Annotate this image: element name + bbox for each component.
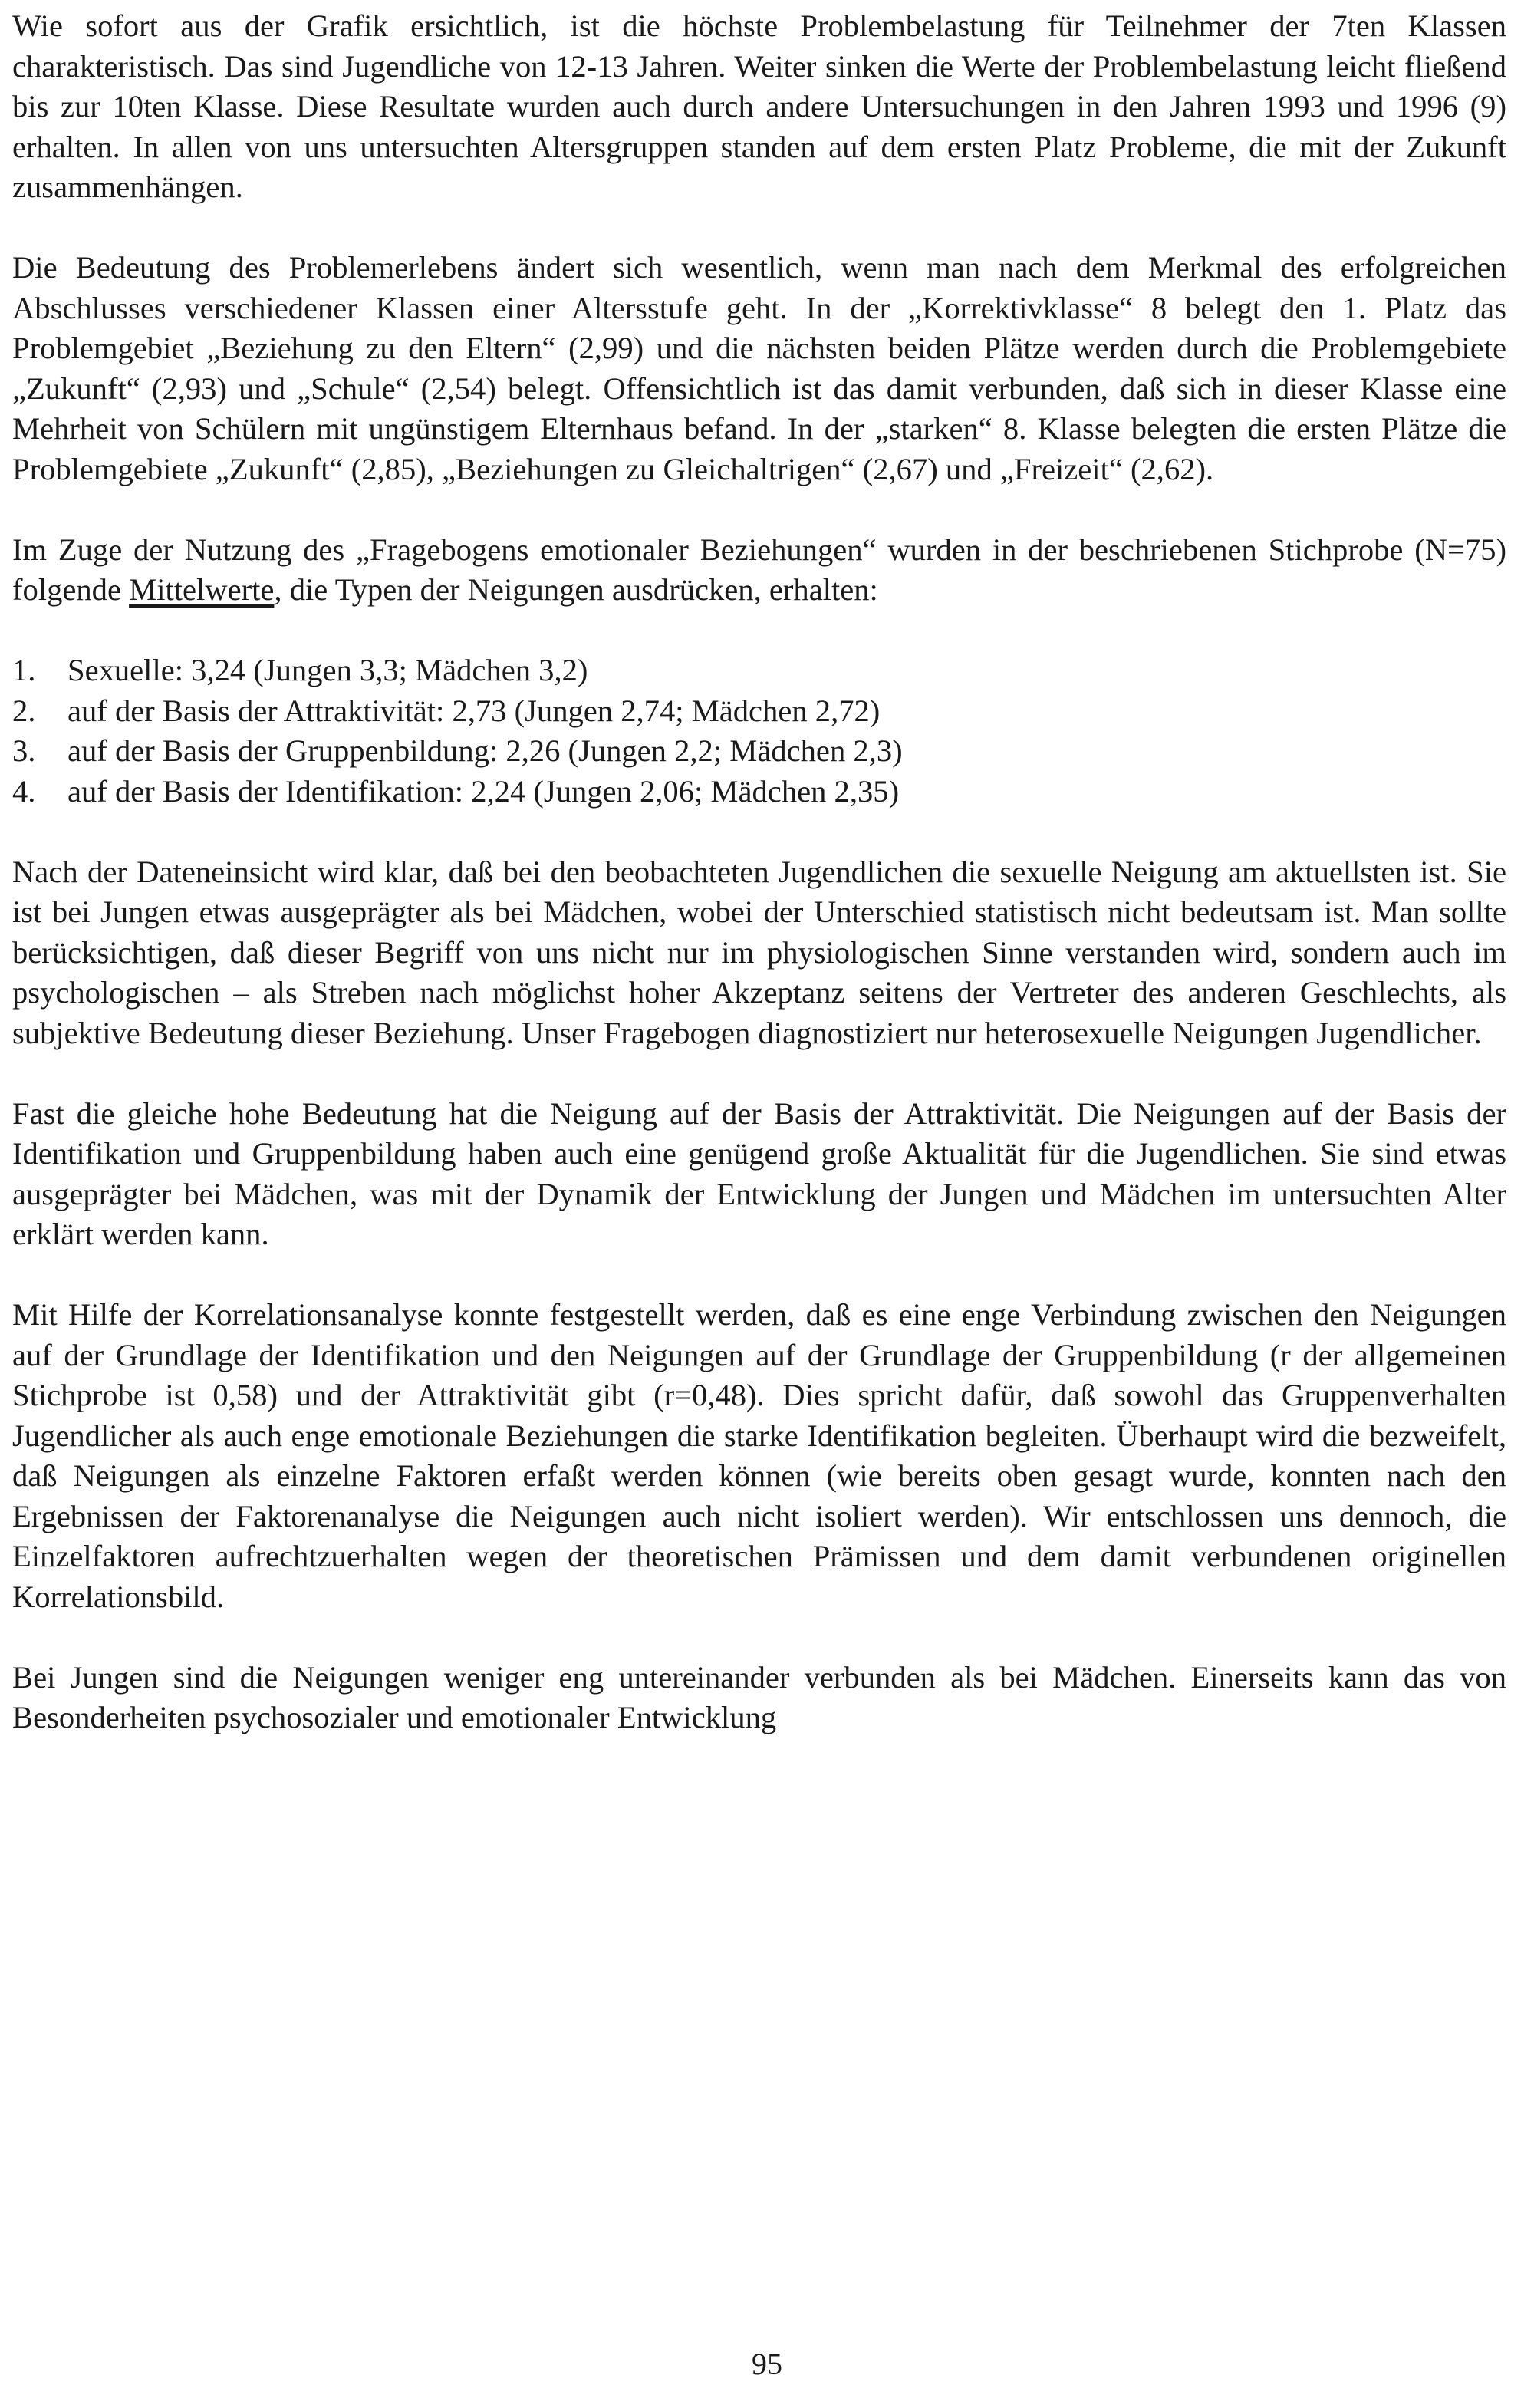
paragraph-jungen-maedchen: Bei Jungen sind die Neigungen weniger eng untereinander verbunden als bei Mädchen. Einerseits kann das von Besonderheiten psychosozialer und emotionaler Entwicklung — [12, 1659, 1506, 1734]
paragraph-problemerleben: Die Bedeutung des Problemerlebens ändert sich wesentlich, wenn man nach dem Merkmal des erfolgreichen Abschlusses verschiedener Klassen einer Altersstufe geht. In der „Korrektivklasse“ 8 belegt den 1. Platz das Problemgebiet „Beziehung zu den Eltern“ (2,99) und die nächsten beiden Plätze werden durch die Problemgebiete „Zukunft“ (2,93) und „Schule“ (2,54) belegt. Offensichtlich ist das damit verbunden, daß sich in dieser Klasse eine Mehrheit von Schülern mit ungünstigem Elternhaus befand. In der „starken“ 8. Klasse belegten die ersten Plätze die Problemgebiete „Zukunft“ (2,85), „Beziehungen zu Gleichaltrigen“ (2,67) und „Freizeit“ (2,62). — [12, 250, 1506, 486]
paragraph-grafik-problembelastung: Wie sofort aus der Grafik ersichtlich, ist die höchste Problembelastung für Teilnehmer der 7ten Klassen charakteristisch. Das sind Jugendliche von 12-13 Jahren. Weiter sinken die Werte der Problembelastung leicht fließend bis zur 10ten Klasse. Diese Resultate wurden auch durch andere Untersuchungen in den Jahren 1993 und 1996 (9) erhalten. In allen von uns untersuchten Altersgruppen standen auf dem ersten Platz Probleme, die mit der Zukunft zusammenhängen. — [12, 8, 1506, 204]
page-number: 95 — [752, 2347, 782, 2381]
intro-text-after: , die Typen der Neigungen ausdrücken, erhalten: — [274, 572, 878, 607]
list-item — [12, 731, 1506, 772]
list-item-number: 3. — [12, 733, 36, 768]
list-item — [12, 651, 1506, 691]
list-item-number: 1. — [12, 653, 36, 687]
intro-underlined-term: Mittelwerte — [129, 572, 275, 607]
paragraph-attraktivitaet: Fast die gleiche hohe Bedeutung hat die Neigung auf der Basis der Attraktivität. Die Neigungen auf der Basis der Identifikation und Gruppenbildung haben auch eine genügend große Aktualität für die Jugendlichen. Sie sind etwas ausgeprägter bei Mädchen, was mit der Dynamik der Entwicklung der Jungen und Mädchen im untersuchten Alter erklärt werden kann. — [12, 1095, 1506, 1251]
paragraph-dateneinsicht: Nach der Dateneinsicht wird klar, daß bei den beobachteten Jugendlichen die sexuelle Neigung am aktuellsten ist. Sie ist bei Jungen etwas ausgeprägter als bei Mädchen, wobei der Unterschied statistisch nicht bedeutsam ist. Man sollte berücksichtigen, daß dieser Begriff von uns nicht nur im physiologischen Sinne verstanden wird, sondern auch im psychologischen – als Streben nach möglichst hoher Akzeptanz seitens der Vertreter des anderen Geschlechts, als subjektive Bedeutung dieser Beziehung. Unser Fragebogen diagnostiziert nur heterosexuelle Neigungen Jugendlicher. — [12, 854, 1506, 1050]
list-item-text: auf der Basis der Gruppenbildung: 2,26 (Jungen 2,2; Mädchen 2,3) — [67, 733, 903, 768]
paragraph-korrelationsanalyse: Mit Hilfe der Korrelationsanalyse konnte festgestellt werden, daß es eine enge Verbindung zwischen den Neigungen auf der Grundlage der Identifikation und den Neigungen auf der Grundlage der Gruppenbildung (r der allgemeinen Stichprobe ist 0,58) und der Attraktivität gibt (r=0,48). Dies spricht dafür, daß sowohl das Gruppenverhalten Jugendlicher als auch enge emotionale Beziehungen die starke Identifikation begleiten. Überhaupt wird die bezweifelt, daß Neigungen als einzelne Faktoren erfaßt werden können (wie bereits oben gesagt wurde, konnten nach den Ergebnissen der Faktorenanalyse die Neigungen auch nicht isoliert werden). Wir entschlossen uns dennoch, die Einzelfaktoren aufrechtzuerhalten wegen der theoretischen Prämissen und dem damit verbundenen originellen Korrelationsbild. — [12, 1297, 1506, 1614]
list-item-text: Sexuelle: 3,24 (Jungen 3,3; Mädchen 3,2) — [67, 653, 588, 687]
intro-text-before: Im Zuge der Nutzung des „Fragebogens emotionaler Beziehungen“ wurden in der beschriebenen Stichprobe (N=75) folgende — [12, 532, 1506, 607]
page-body — [12, 6, 1506, 1738]
list-item — [12, 691, 1506, 732]
list-item — [12, 772, 1506, 812]
list-item-number: 2. — [12, 693, 36, 728]
list-item-text: auf der Basis der Attraktivität: 2,73 (Jungen 2,74; Mädchen 2,72) — [67, 693, 881, 728]
list-item-number: 4. — [12, 773, 36, 809]
paragraph-fragebogen-intro — [12, 530, 1506, 611]
list-item-text: auf der Basis der Identifikation: 2,24 (Jungen 2,06; Mädchen 2,35) — [67, 773, 900, 809]
mittelwerte-list — [12, 651, 1506, 812]
